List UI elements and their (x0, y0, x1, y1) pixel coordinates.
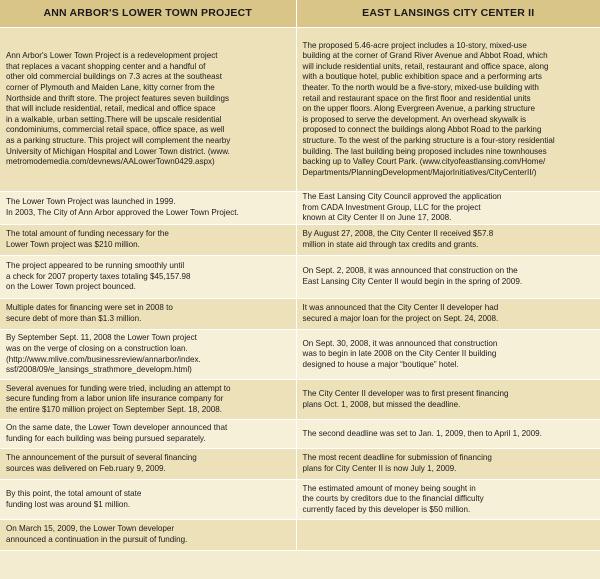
cell-text-line: plans for City Center II is now July 1, 2009. (302, 464, 457, 473)
cell-text-line: is proposed to serve the development. An overhead skywalk is (302, 114, 527, 124)
cell-text-line: theater. To the north would be a five-story, mixed-use building with (302, 83, 539, 93)
cell-text-line: (http://www.mlive.com/businessreview/annarbor/index. (6, 354, 201, 364)
cell-text-line: metromodemedia.com/devnews/AALowerTown0429.aspx) (6, 157, 215, 167)
east-lansing-cell (296, 192, 600, 225)
cell-text-line: secured a major loan for the project on Sept. 24, 2008. (302, 314, 499, 323)
cell-text-line: backing up to Valley Court Park. (www.cityofeastlansing.com/Home/ (302, 157, 546, 167)
cell-text-line: building. The last building being proposed includes nine townhouses (302, 146, 547, 156)
east-lansing-cell (296, 420, 600, 449)
cell-text-line: a check for 2007 property taxes totaling $45,157.98 (6, 271, 191, 281)
cell-text-line: will include residential units, retail, restaurant and office space, along (302, 61, 549, 71)
cell-text-line: The East Lansing City Council approved the application (302, 192, 502, 202)
cell-text-line: designed to house a major “boutique” hotel. (302, 359, 459, 369)
cell-text-line: other old commercial buildings on 7.3 acres at the southeast (6, 72, 222, 82)
cell-text-line: The Lower Town Project was launched in 1999. (6, 197, 176, 207)
ann-arbor-cell (0, 480, 296, 520)
east-lansing-cell (296, 449, 600, 480)
table-row (0, 330, 600, 380)
table-row (0, 256, 600, 299)
cell-text-line: funding for each building was being pursued separately. (6, 434, 206, 443)
cell-text-line: East Lansing City Center II would begin in the spring of 2009. (302, 277, 523, 286)
cell-text-line: On Sept. 30, 2008, it was announced that construction (302, 338, 498, 348)
cell-text-line: the courts by creditors due to the financial difficulty (302, 494, 484, 504)
cell-text-line: known at City Center II on June 17, 2008. (302, 213, 452, 223)
cell-text-line: condominiums, commercial retail space, office space, as well (6, 125, 225, 135)
cell-text-line: on the Lower Town project bounced. (6, 282, 136, 292)
table-row (0, 192, 600, 225)
cell-text-line: On Sept. 2, 2008, it was announced that construction on the (302, 266, 518, 276)
cell-text-line: The announcement of the pursuit of several financing (6, 453, 197, 463)
cell-text-line: that replaces a vacant shopping center and a handful of (6, 61, 206, 71)
cell-text-line: The estimated amount of money being sought in (302, 483, 476, 493)
cell-text-line: secure funding from a labor union life insurance company for (6, 394, 224, 404)
header-ann-arbor: ANN ARBOR'S LOWER TOWN PROJECT (0, 0, 296, 28)
cell-text-line: as a parking structure. This project will complement the nearby (6, 135, 231, 145)
ann-arbor-cell (0, 420, 296, 449)
cell-text-line: announced a continuation in the pursuit of funding. (6, 535, 188, 544)
table-row (0, 420, 600, 449)
table-row (0, 299, 600, 330)
table-body (0, 28, 600, 551)
cell-text-line: Multiple dates for financing were set in 2008 to (6, 303, 173, 313)
ann-arbor-cell (0, 449, 296, 480)
east-lansing-cell (296, 480, 600, 520)
table-row (0, 28, 600, 192)
cell-text-line: ssf/2008/09/e_lansings_strathmore_developm.html) (6, 365, 192, 375)
east-lansing-cell (296, 225, 600, 256)
cell-text-line: on the upper floors. Along Evergreen Avenue, a parking structure (302, 104, 535, 114)
ann-arbor-cell (0, 225, 296, 256)
cell-text-line: In 2003, The City of Ann Arbor approved the Lower Town Project. (6, 208, 239, 217)
cell-text-line: currently faced by this developer is $50 million. (302, 504, 471, 514)
cell-text-line: sources was delivered on Feb.ruary 9, 2009. (6, 464, 166, 473)
table-row (0, 480, 600, 520)
ann-arbor-cell (0, 299, 296, 330)
ann-arbor-cell (0, 256, 296, 299)
ann-arbor-cell (0, 28, 296, 192)
cell-text-line: Several avenues for funding were tried, including an attempt to (6, 383, 231, 393)
cell-text-line: Ann Arbor's Lower Town Project is a redevelopment project (6, 51, 218, 61)
cell-text-line: from CADA Investment Group, LLC for the project (302, 202, 481, 212)
ann-arbor-cell (0, 380, 296, 420)
cell-text-line: million in state aid through tax credits and grants. (302, 240, 479, 249)
table-row (0, 380, 600, 420)
east-lansing-cell (296, 380, 600, 420)
ann-arbor-cell (0, 520, 296, 551)
cell-text-line: corner of Plymouth and Maiden Lane, kitty corner from the (6, 83, 215, 93)
east-lansing-cell (296, 520, 600, 551)
cell-text-line: The proposed 5.46-acre project includes a 10-story, mixed-use (302, 40, 527, 50)
cell-text-line: was to begin in late 2008 on the City Center II building (302, 349, 497, 359)
cell-text-line: On the same date, the Lower Town developer announced that (6, 423, 228, 433)
cell-text-line: The total amount of funding necessary for the (6, 229, 169, 239)
cell-text-line: The project appeared to be running smoothly until (6, 261, 185, 271)
header-row (0, 0, 600, 28)
cell-text-line: proposed to connect the buildings along Abbot Road to the parking (302, 125, 542, 135)
cell-text-line: By September Sept. 11, 2008 the Lower Town project (6, 333, 197, 343)
cell-text-line: funding lost was around $1 million. (6, 499, 131, 509)
table-row (0, 520, 600, 551)
cell-text-line: building at the corner of Grand River Avenue and Abbot Road, which (302, 51, 548, 61)
cell-text-line: The City Center II developer was to first present financing (302, 388, 509, 398)
cell-text-line: On March 15, 2009, the Lower Town developer (6, 524, 175, 534)
cell-text-line: The second deadline was set to Jan. 1, 2009, then to April 1, 2009. (302, 428, 542, 438)
table-row (0, 449, 600, 480)
cell-text-line: By this point, the total amount of state (6, 488, 142, 498)
cell-text-line: in a walkable, urban setting.There will be upscale residential (6, 114, 222, 124)
cell-text-line: with a boutique hotel, public exhibition space and a performing arts (302, 72, 542, 82)
cell-text-line: structure. To the west of the parking structure is a four-story residential (302, 135, 555, 145)
cell-text-line: was on the verge of closing on a construction loan. (6, 343, 188, 353)
cell-text-line: secure debt of more than $1.3 million. (6, 314, 142, 323)
cell-text-line: University of Michigan Hospital and Lower Town district. (www. (6, 146, 230, 156)
cell-text-line: Northside and thrift store. The project features seven buildings (6, 93, 230, 103)
cell-text-line: plans Oct. 1, 2008, but missed the deadline. (302, 399, 461, 409)
ann-arbor-cell (0, 330, 296, 380)
east-lansing-cell (296, 256, 600, 299)
header-east-lansing: EAST LANSINGS CITY CENTER II (296, 0, 600, 28)
cell-text-line: The most recent deadline for submission of financing (302, 453, 492, 463)
cell-text-line: that will include residential, retail, medical and office space (6, 104, 216, 114)
ann-arbor-cell (0, 192, 296, 225)
cell-text-line: the entire $170 million project on September Sept. 18, 2008. (6, 404, 222, 414)
east-lansing-cell (296, 299, 600, 330)
cell-text-line: Lower Town project was $210 million. (6, 240, 140, 249)
cell-text-line: By August 27, 2008, the City Center II received $57.8 (302, 229, 494, 239)
cell-text-line: It was announced that the City Center II developer had (302, 303, 499, 313)
east-lansing-cell (296, 28, 600, 192)
table-row (0, 225, 600, 256)
cell-text-line: retail and restaurant space on the first floor and residential units (302, 93, 531, 103)
cell-text-line: Departments/PlanningDevelopment/MajorInitiatives/CityCenterII/) (302, 167, 537, 177)
east-lansing-cell (296, 330, 600, 380)
